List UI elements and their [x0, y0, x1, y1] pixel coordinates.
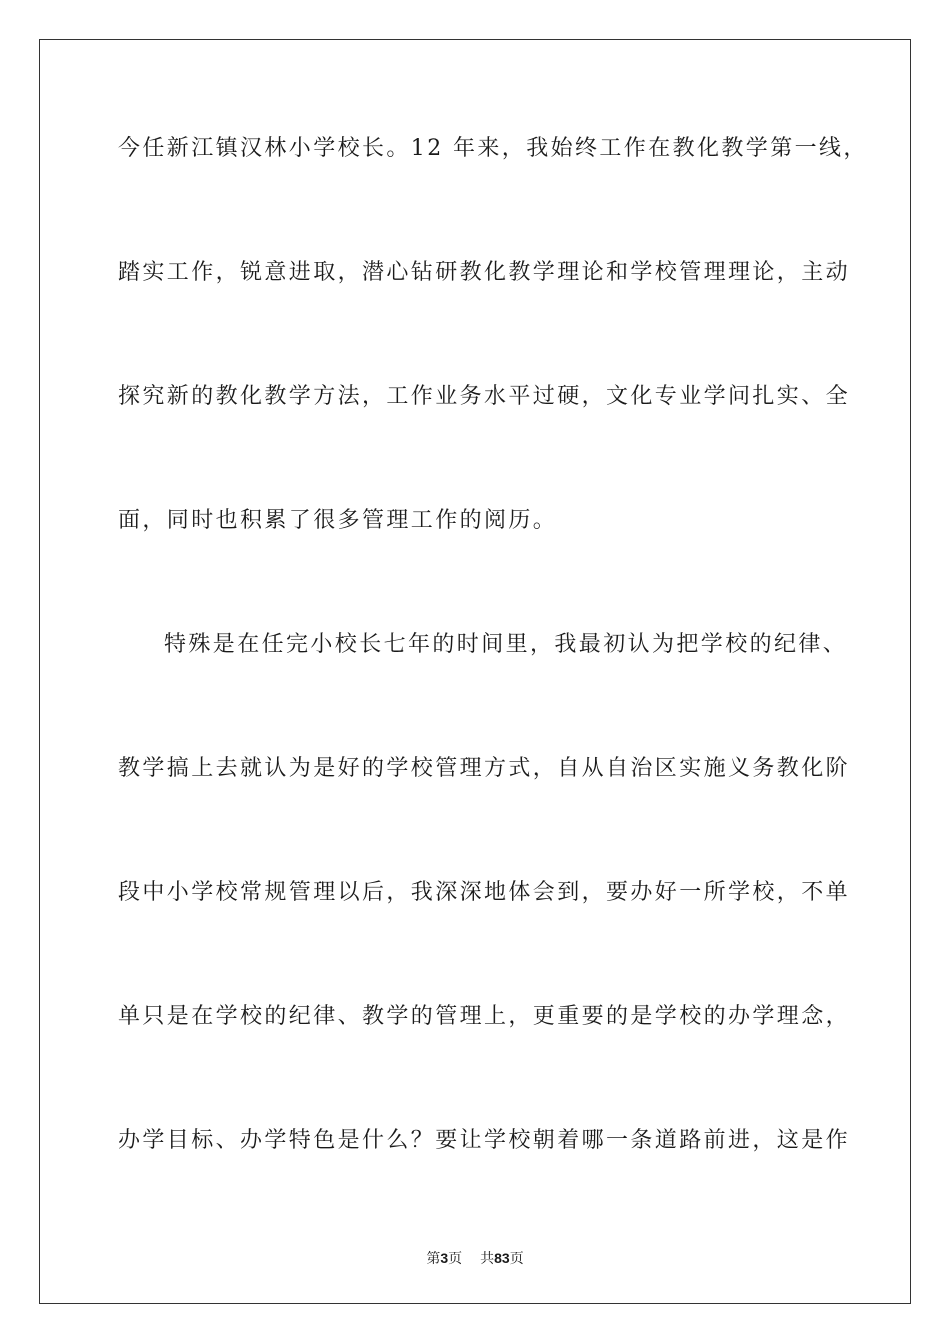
paragraph-line: 今任新江镇汉林小学校长。12 年来，我始终工作在教化教学第一线， [118, 136, 868, 161]
paragraph-line: 教学搞上去就认为是好的学校管理方式，自从自治区实施义务教化阶 [118, 756, 851, 781]
page-footer [0, 1248, 950, 1269]
total-pages: 83 [494, 1250, 510, 1266]
paragraph-line: 踏实工作，锐意进取，潜心钻研教化教学理论和学校管理理论，主动 [118, 260, 851, 285]
paragraph-line: 单只是在学校的纪律、教学的管理上，更重要的是学校的办学理念， [118, 1004, 851, 1029]
paragraph-line-indented: 特殊是在任完小校长七年的时间里，我最初认为把学校的纪律、 [164, 632, 848, 657]
paragraph-line: 办学目标、办学特色是什么？要让学校朝着哪一条道路前进，这是作 [118, 1128, 851, 1153]
total-suffix: 页 [509, 1251, 524, 1267]
page-frame [39, 39, 911, 1304]
page-suffix: 页 [448, 1251, 463, 1267]
paragraph-line: 探究新的教化教学方法，工作业务水平过硬，文化专业学问扎实、全 [118, 384, 851, 409]
paragraph-line: 面，同时也积累了很多管理工作的阅历。 [118, 508, 558, 533]
page-number: 3 [440, 1250, 449, 1266]
total-prefix: 共 [480, 1251, 495, 1267]
page-prefix: 第 [426, 1251, 441, 1267]
paragraph-line: 段中小学校常规管理以后，我深深地体会到，要办好一所学校，不单 [118, 880, 851, 905]
